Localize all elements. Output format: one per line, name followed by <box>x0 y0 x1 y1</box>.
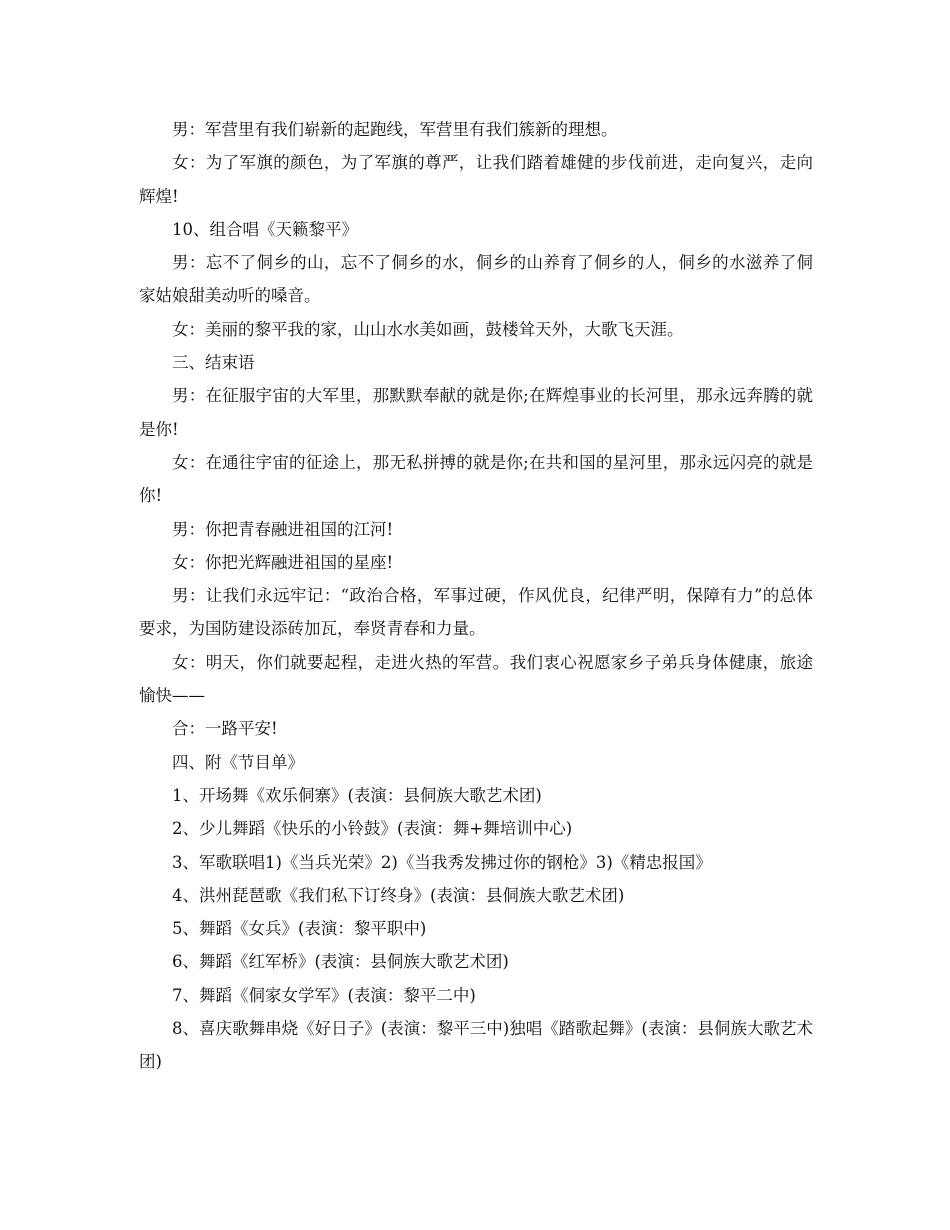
paragraph-female-journey: 女：在通往宇宙的征途上，那无私拼搏的就是你;在共和国的星河里，那永远闪亮的就是你! <box>139 452 813 506</box>
paragraph-male-requirements: 男：让我们永远牢记：“政治合格，军事过硬，作风优良，纪律严明，保障有力”的总体要求，为国防建设添砖加瓦，奉贤青春和力量。 <box>139 586 813 639</box>
program-item-10-heading: 10、组合唱《天籁黎平》 <box>172 219 358 239</box>
paragraph-male-youth: 男：你把青春融进祖国的江河! <box>172 519 394 539</box>
paragraph-female-glory: 女：你把光辉融进祖国的星座! <box>172 552 394 572</box>
paragraph-female-flag: 女：为了军旗的颜色，为了军旗的尊严，让我们踏着雄健的步伐前进，走向复兴，走向辉煌! <box>139 153 813 206</box>
program-list-item: 7、舞蹈《侗家女学军》(表演：黎平二中) <box>172 985 476 1005</box>
program-list-item: 3、军歌联唱1)《当兵光荣》2)《当我秀发拂过你的钢枪》3)《精忠报国》 <box>172 852 712 872</box>
program-list-item: 2、少儿舞蹈《快乐的小铃鼓》(表演：舞+舞培训中心) <box>172 819 573 839</box>
paragraph-female-liping: 女：美丽的黎平我的家，山山水水美如画，鼓楼耸天外，大歌飞天涯。 <box>172 319 684 339</box>
program-list-item: 5、舞蹈《女兵》(表演：黎平职中) <box>172 919 427 939</box>
program-list-item: 4、洪州琵琶歌《我们私下订终身》(表演：县侗族大歌艺术团) <box>172 885 625 905</box>
section-heading-program-list: 四、附《节目单》 <box>172 752 304 772</box>
paragraph-female-tomorrow: 女：明天，你们就要起程，走进火热的军营。我们衷心祝愿家乡子弟兵身体健康，旅途愉快—— <box>139 652 813 706</box>
section-heading-closing: 三、结束语 <box>172 353 255 373</box>
program-list-item: 8、喜庆歌舞串烧《好日子》(表演：黎平三中)独唱《踏歌起舞》(表演：县侗族大歌艺术团) <box>139 1019 813 1072</box>
paragraph-male-barracks: 男：军营里有我们崭新的起跑线，军营里有我们簇新的理想。 <box>172 120 618 139</box>
paragraph-male-universe: 男：在征服宇宙的大军里，那默默奉献的就是你;在辉煌事业的长河里，那永远奔腾的就是你! <box>139 386 813 439</box>
program-list-item: 1、开场舞《欢乐侗寨》(表演：县侗族大歌艺术团) <box>172 785 542 805</box>
paragraph-together-safe: 合：一路平安! <box>172 719 278 739</box>
program-list-item: 6、舞蹈《红军桥》(表演：县侗族大歌艺术团) <box>172 952 509 972</box>
paragraph-male-dong-village: 男：忘不了侗乡的山，忘不了侗乡的水，侗乡的山养育了侗乡的人，侗乡的水滋养了侗家姑娘甜美动听的嗓音。 <box>139 253 813 306</box>
document-body <box>139 113 813 1079</box>
